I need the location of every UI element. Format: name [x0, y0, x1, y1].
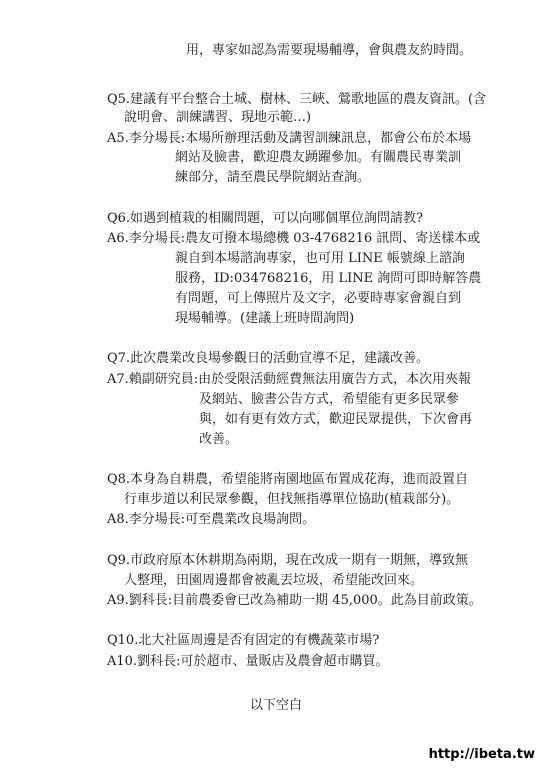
- answer-line: A7.賴副研究員:由於受限活動經費無法用廣告方式，本次用夾報: [107, 372, 472, 387]
- text-line: 網站及臉書，歡迎農友踴躍參加。有關農民專業訓: [175, 150, 462, 165]
- question-line: Q5.建議有平台整合土城、樹林、三峽、鶯歌地區的農友資訊。(含: [107, 92, 487, 107]
- text-line: 人整理，田園周邊都會被亂丟垃圾，希望能改回來。: [124, 573, 424, 588]
- end-note: 以下空白: [250, 698, 303, 713]
- question-line: Q9.市政府原本休耕期為兩期，現在改成一期有一期無，導致無: [107, 553, 469, 568]
- text-line: 與，如有更有效方式，歡迎民眾提供，下次會再: [199, 412, 473, 427]
- answer-line: A9.劉科長:目前農委會已改為補助一期 45,000。此為目前政策。: [107, 593, 482, 608]
- question-line: Q10.北大社區周邊是否有固定的有機蔬菜市場?: [107, 633, 380, 648]
- text-line: 現場輔導。(建議上班時間詢問): [175, 311, 355, 326]
- text-line: 改善。: [199, 432, 239, 447]
- question-line: Q6.如遇到植栽的相關問題，可以向哪個單位詢問請教?: [107, 211, 424, 226]
- text-line: 練部分，請至農民學院網站查詢。: [175, 170, 371, 185]
- text-line: 說明會、訓練講習、現地示範…): [124, 110, 312, 125]
- answer-line: A10.劉科長:可於超市、量販店及農會超市購買。: [107, 654, 389, 669]
- text-line: 服務，ID:034768216，用 LINE 詢問可即時解答農: [175, 271, 482, 286]
- answer-line: A8.李分場長:可至農業改良場詢問。: [107, 512, 316, 527]
- text-line: 行車步道以利民眾參觀，但找無指導單位協助(植栽部分)。: [124, 492, 460, 507]
- text-line: 親自到本場諮詢專家，也可用 LINE 帳號線上諮詢: [175, 251, 465, 266]
- question-line: Q8.本身為自耕農，希望能將南園地區布置成花海，進而設置自: [107, 472, 469, 487]
- answer-line: A5.李分場長:本場所辦理活動及講習訓練訊息，都會公布於本場: [107, 131, 472, 146]
- question-line: Q7.此次農業改良場參觀日的活動宣導不足，建議改善。: [107, 351, 430, 366]
- answer-line: A6.李分場長:農友可撥本場總機 03-4768216 訊問、寄送樣本或: [107, 231, 481, 246]
- watermark-label: http://ibeta.tw: [428, 747, 535, 762]
- text-line: 有問題，可上傳照片及文字，必要時專家會親自到: [175, 291, 462, 306]
- text-line: 用，專家如認為需要現場輔導，會與農友約時間。: [186, 43, 473, 58]
- text-line: 及網站、臉書公告方式，希望能有更多民眾參: [199, 392, 460, 407]
